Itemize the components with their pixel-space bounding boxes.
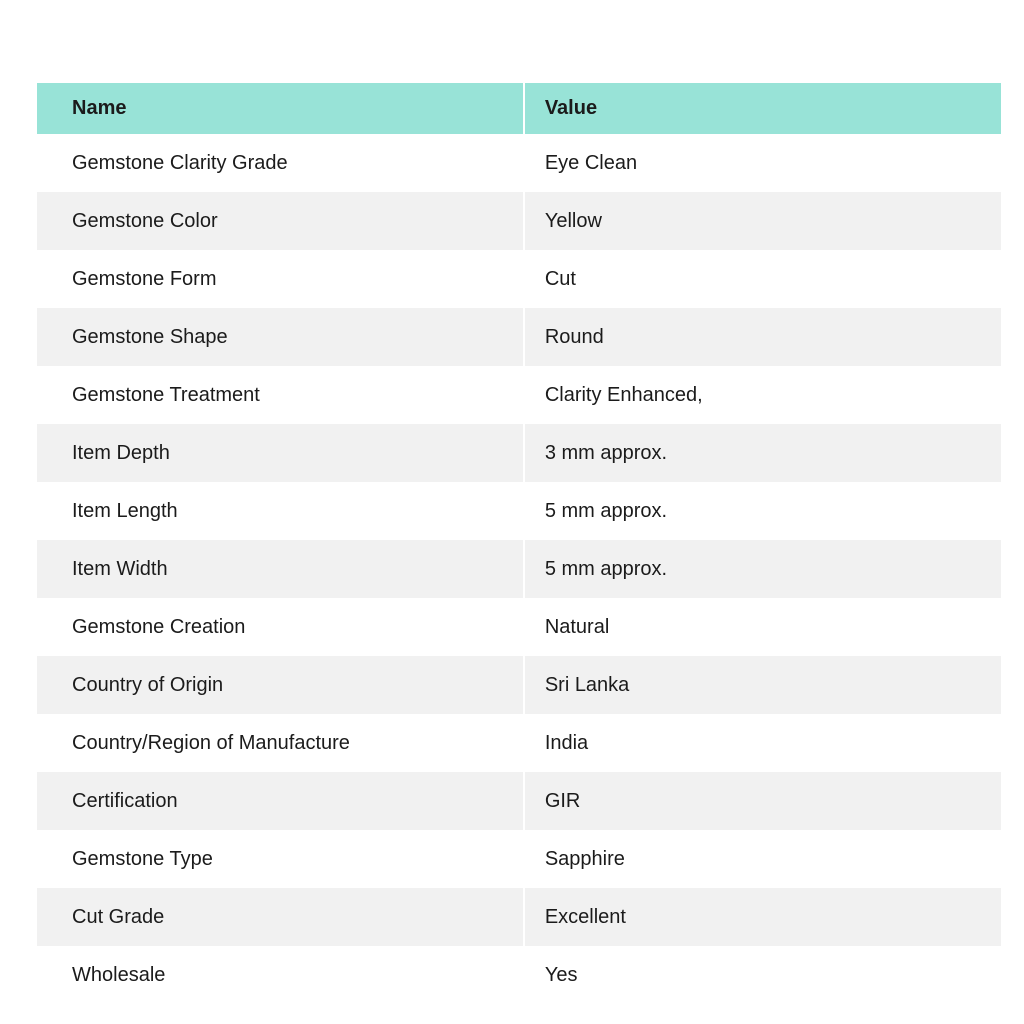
table-row <box>37 308 1001 366</box>
table-row <box>37 192 1001 250</box>
table-header-row <box>37 83 1001 134</box>
table-body <box>37 134 1001 1004</box>
table-row <box>37 134 1001 192</box>
attribute-value-cell: 5 mm approx. <box>524 540 1001 598</box>
attribute-name-cell: Gemstone Clarity Grade <box>37 134 524 192</box>
table-row <box>37 366 1001 424</box>
attribute-name-cell: Gemstone Color <box>37 192 524 250</box>
attribute-value-cell: Round <box>524 308 1001 366</box>
attribute-name-cell: Item Depth <box>37 424 524 482</box>
attribute-value-cell: Excellent <box>524 888 1001 946</box>
attribute-value-cell: Clarity Enhanced, <box>524 366 1001 424</box>
attribute-value-cell: India <box>524 714 1001 772</box>
table-row <box>37 598 1001 656</box>
attribute-value-cell: 5 mm approx. <box>524 482 1001 540</box>
attribute-value-cell: Yes <box>524 946 1001 1004</box>
attribute-value-cell: Cut <box>524 250 1001 308</box>
attribute-value-cell: Eye Clean <box>524 134 1001 192</box>
item-specifics-table <box>37 83 1001 1004</box>
header-value-column: Value <box>524 83 1001 134</box>
table-row <box>37 540 1001 598</box>
attribute-value-cell: Sapphire <box>524 830 1001 888</box>
attribute-value-cell: Yellow <box>524 192 1001 250</box>
attribute-name-cell: Item Width <box>37 540 524 598</box>
table-row <box>37 482 1001 540</box>
table-header <box>37 83 1001 134</box>
table-row <box>37 656 1001 714</box>
attribute-name-cell: Cut Grade <box>37 888 524 946</box>
attribute-value-cell: Natural <box>524 598 1001 656</box>
table-row <box>37 424 1001 482</box>
attribute-value-cell: Sri Lanka <box>524 656 1001 714</box>
table-row <box>37 772 1001 830</box>
table-row <box>37 830 1001 888</box>
attribute-name-cell: Wholesale <box>37 946 524 1004</box>
attribute-name-cell: Gemstone Form <box>37 250 524 308</box>
attribute-name-cell: Gemstone Type <box>37 830 524 888</box>
attribute-name-cell: Item Length <box>37 482 524 540</box>
table-row <box>37 714 1001 772</box>
table-row <box>37 250 1001 308</box>
attribute-value-cell: GIR <box>524 772 1001 830</box>
table-row <box>37 888 1001 946</box>
attribute-name-cell: Certification <box>37 772 524 830</box>
attribute-name-cell: Country/Region of Manufacture <box>37 714 524 772</box>
attribute-name-cell: Gemstone Shape <box>37 308 524 366</box>
table-row <box>37 946 1001 1004</box>
attribute-name-cell: Gemstone Treatment <box>37 366 524 424</box>
attribute-value-cell: 3 mm approx. <box>524 424 1001 482</box>
header-name-column: Name <box>37 83 524 134</box>
attribute-name-cell: Gemstone Creation <box>37 598 524 656</box>
attribute-name-cell: Country of Origin <box>37 656 524 714</box>
